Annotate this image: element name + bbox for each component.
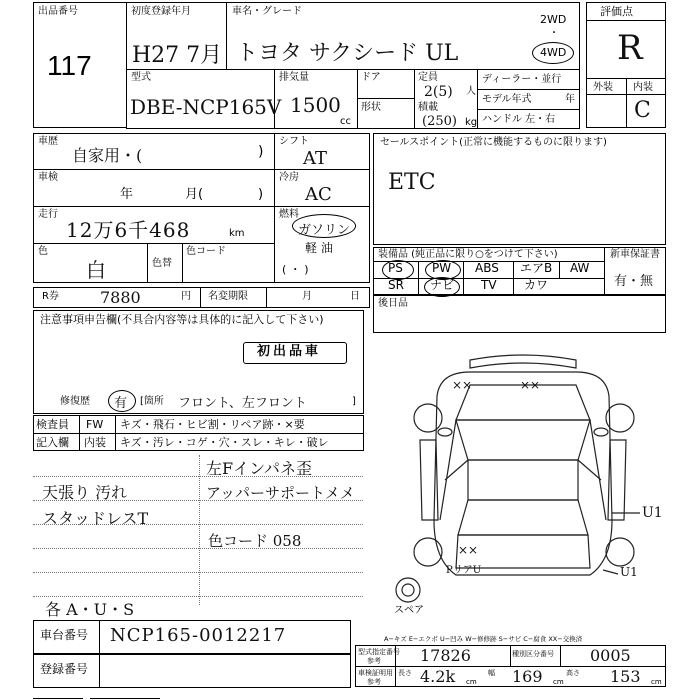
mark-right-rear: U1 — [620, 565, 638, 579]
chassis-label: 車台番号 — [40, 628, 89, 642]
fuel-light-oil: 軽 油 — [305, 241, 333, 255]
chassis-value: NCP165-0012217 — [110, 625, 287, 646]
shift-value: AT — [303, 148, 328, 169]
repair-location-label: [箇所 — [140, 396, 164, 407]
mark-right-side: U1 — [642, 505, 663, 521]
color-code-label: 色コード — [186, 246, 226, 257]
fuel-label: 燃料 — [279, 209, 299, 220]
model-year-label: モデル年式 — [482, 94, 532, 105]
length-value: 4.2k — [420, 667, 456, 686]
spec-ref-label: 参考 — [367, 657, 381, 665]
later-label: 後日品 — [378, 298, 408, 309]
height-value: 153 — [610, 667, 641, 686]
load-unit: kg — [465, 117, 478, 128]
lot-label: 出品番号 — [38, 6, 78, 17]
capacity-label: 定員 — [418, 72, 438, 83]
length-unit: cm — [466, 678, 477, 686]
first-reg-value: H27 7月 — [132, 43, 223, 68]
note-left-2: スタッドレスT — [42, 509, 149, 528]
name-change-month: 月 — [302, 291, 312, 302]
equip-abs: ABS — [475, 261, 499, 275]
category-value: 0005 — [590, 646, 631, 665]
note-right-2: アッパーサポートメメ — [206, 484, 355, 502]
equip-sr: SR — [388, 278, 404, 292]
interior-grade-value: C — [634, 98, 651, 123]
mileage-value: 12万6千468 — [66, 218, 191, 242]
capacity-value: 2(5) — [424, 84, 453, 100]
width-value: 169 — [512, 667, 543, 686]
load-label: 積載 — [418, 102, 438, 113]
dealer-label: ディーラー・並行 — [482, 74, 562, 85]
fw-label: FW — [86, 418, 104, 431]
note-right-3: 色コード 058 — [208, 532, 302, 550]
note-right-1: 左Fインパネ歪 — [206, 459, 312, 478]
equip-navi: ナビ — [430, 278, 455, 292]
equip-ps: PS — [388, 261, 403, 275]
interior-grade-label: 内装 — [633, 82, 653, 93]
first-reg-label: 初度登録年月 — [131, 6, 191, 17]
sales-value: ETC — [388, 170, 436, 195]
handle-label: ハンドル 左・右 — [482, 114, 556, 125]
entry-label: 記入欄 — [36, 436, 69, 449]
spec-num-value: 17826 — [420, 646, 471, 665]
displacement-label: 排気量 — [279, 72, 309, 83]
cert-ref-label: 参考 — [367, 678, 381, 686]
displacement-unit: cc — [340, 116, 351, 127]
model-value: トヨタ サクシード UL — [236, 41, 459, 66]
drive-dot: ・ — [549, 28, 559, 39]
width-label: 幅 — [488, 669, 495, 677]
model-label: 車名・グレード — [232, 6, 302, 17]
notes-label: 注意事項申告欄(不具合内容等は具体的に記入して下さい) — [40, 313, 324, 326]
r-label: R券 — [42, 291, 59, 302]
inspection-month: 月( — [185, 187, 204, 202]
equip-tv: TV — [481, 278, 497, 292]
lot-number: 117 — [47, 50, 92, 81]
color-label: 色 — [38, 246, 48, 257]
equip-aw: AW — [570, 261, 590, 275]
spec-num-label: 型式指定番号 — [358, 648, 400, 656]
cert-label: 車検証明用 — [358, 669, 393, 677]
repair-location-value: フロント、左フロント — [178, 396, 307, 411]
category-label: 種別区分番号 — [512, 650, 554, 658]
height-label: 高さ — [566, 669, 580, 677]
equip-pw: PW — [432, 261, 452, 275]
mileage-label: 走行 — [38, 209, 58, 220]
equip-label: 装備品 (純正品に限り○をつけて下さい) — [378, 249, 558, 260]
inspector-label: 検査員 — [36, 418, 69, 431]
grade-label: 評価点 — [600, 5, 633, 18]
capacity-unit: 人 — [466, 86, 476, 97]
displacement-value: 1500 — [290, 93, 341, 117]
note-bottom: 各 A・U・S — [45, 600, 135, 619]
fw-desc: キズ・飛石・ヒビ割・リペア跡・×要 — [120, 418, 305, 431]
sales-label: セールスポイント(正常に機能するものに限ります) — [380, 137, 607, 148]
name-change-label: 名変期限 — [208, 291, 248, 302]
mark-front-left: ×× — [452, 378, 473, 392]
height-unit: cm — [651, 678, 662, 686]
history-close: ) — [258, 144, 264, 160]
inspection-label: 車検 — [38, 172, 58, 183]
drive-4wd: 4WD — [540, 46, 567, 59]
width-unit: cm — [553, 678, 564, 686]
reg-label: 登録番号 — [40, 662, 89, 676]
repair-value: 有 — [114, 396, 128, 411]
name-change-day: 日 — [350, 291, 360, 302]
interior-row-label: 内装 — [84, 436, 106, 449]
type-value: DBE-NCP165V — [130, 95, 282, 119]
repair-label: 修復歴 — [60, 396, 90, 407]
mark-rear-left: ×× — [458, 543, 479, 557]
fuel-value: ガソリン — [298, 223, 351, 238]
inspection-close: ) — [258, 187, 264, 202]
legend: A−キズ E−エクボ U−凹み W−修修跡 S−サビ C−腐食 XX−交換済 — [384, 635, 583, 643]
spare-label: スペア — [394, 605, 424, 616]
grade-value: R — [617, 28, 643, 68]
model-year-unit: 年 — [565, 94, 575, 105]
warranty-label: 新車保証書 — [610, 249, 660, 260]
drive-2wd: 2WD — [540, 13, 567, 26]
length-label: 長さ — [398, 669, 412, 677]
fuel-paren: ( ・ ) — [282, 263, 309, 276]
mark-rear-quarter: PリアU — [446, 565, 482, 576]
mark-front-right: ×× — [520, 378, 541, 392]
r-value: 7880 — [100, 288, 141, 307]
interior-desc: キズ・汚レ・コゲ・穴・スレ・キレ・破レ — [120, 436, 329, 449]
first-sale-label: 初出品車 — [257, 344, 322, 359]
note-left-1: 天張り 汚れ — [42, 483, 128, 502]
history-label: 車歴 — [38, 136, 58, 147]
ac-value: AC — [305, 184, 332, 205]
history-value: 自家用・( — [72, 146, 143, 165]
color-change-label: 色替 — [152, 258, 172, 269]
type-label: 型式 — [131, 72, 151, 83]
door-label: ドア — [361, 72, 381, 83]
mileage-unit: km — [229, 228, 245, 239]
inspection-year: 年 — [120, 187, 134, 202]
repair-close: ] — [352, 396, 356, 407]
equip-airbag: エアB — [520, 261, 553, 275]
warranty-value: 有・無 — [614, 274, 654, 289]
shift-label: シフト — [279, 136, 309, 147]
ac-label: 冷房 — [279, 172, 299, 183]
r-unit: 円 — [181, 291, 191, 302]
equip-leather: カワ — [524, 278, 549, 292]
load-value: (250) — [422, 114, 457, 129]
exterior-label: 外装 — [593, 82, 613, 93]
color-value: 白 — [86, 258, 106, 282]
shape-label: 形状 — [361, 102, 381, 113]
